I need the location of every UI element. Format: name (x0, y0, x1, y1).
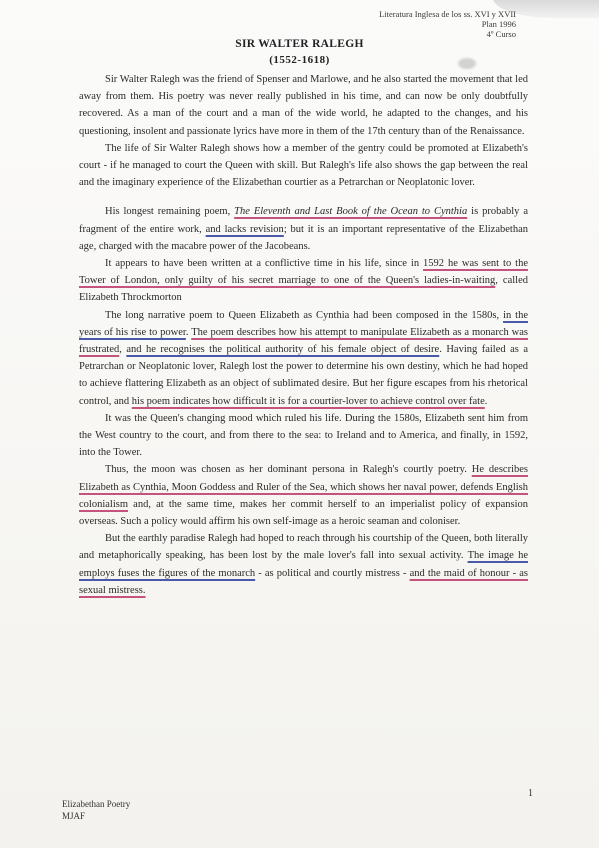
text-span: , (119, 344, 127, 356)
body-text (79, 71, 528, 599)
text-span: and, at the same time, makes her commit herself to an imperialist policy of expansion overseas. Such a policy would affirm his own self-image as a heroic seaman and coloniser. (79, 498, 528, 528)
text-span: The long narrative poem to Queen Elizabeth as Cynthia had been composed in the 1580s, (105, 309, 504, 321)
highlight-tower: 1592 he was sent to the Tower of London, only guilty of his secret marriage to one of the Queen's ladies-in-waiting (79, 258, 528, 287)
text-span: It appears to have been written at a conflictive time in his life, since in (105, 258, 424, 270)
paragraph-narrative-poem (79, 307, 528, 410)
highlight-rise-to-power: in the years of his rise to power (79, 309, 528, 338)
course-plan: Plan 1996 (481, 19, 516, 29)
text-span: Thus, the moon was chosen as her dominant persona in Ralegh's courtly poetry. (105, 464, 472, 476)
text-span: His longest remaining poem, (105, 206, 235, 218)
highlight-monarch: The image he employs fuses the figures of the monarch (79, 550, 528, 579)
footer-initials: MJAF (62, 811, 86, 821)
highlight-manipulation: The poem describes how his attempt to manipulate Elizabeth as a monarch was frustrated (79, 326, 528, 356)
highlight-maid-of-honour: and the maid of honour - as sexual mistress. (79, 567, 528, 596)
highlight-control-over-fate: his poem indicates how difficult it is for a courtier-lover to achieve control over fate (131, 395, 485, 407)
paragraph-intro: Sir Walter Ralegh was the friend of Spenser and Marlowe, and he also started the movement that led away from them. His poetry was never really published in his time, and can now be only doubtfully recovered. As a man of the court and a man of the wide world, he adapted to the changes, and his questioning, insolent and passionate lyrics have more in them of the 17th century than of the Renaissance. (79, 74, 528, 137)
text-span: . Having failed as a Petrarchan or Neoplatonic lover, Ralegh lost the power to determine his own destiny, which he had hoped to achieve flattering Elizabeth as an object of sublimated desire. But her figure escapes from his rhetorical control, and (79, 344, 528, 407)
paragraph-moon-persona (79, 461, 528, 530)
text-span: ; but it is an important representative of the Elizabethan age, charged with the macabre power of the Jacobeans. (79, 223, 528, 252)
footer-subject: Elizabethan Poetry (62, 799, 131, 809)
author-dates: (1552-1618) (269, 54, 330, 66)
course-name: Literatura Inglesa de los ss. XVI y XVII (379, 9, 516, 19)
paragraph-longest-poem (79, 203, 528, 255)
paragraph-conflictive-time (79, 255, 528, 307)
text-span: - as political and courtly mistress - (255, 567, 410, 579)
document-title: SIR WALTER RALEGH (235, 38, 364, 50)
poem-title-highlight: The Eleventh and Last Book of the Ocean to Cynthia (234, 206, 468, 218)
course-header (379, 9, 516, 39)
text-span: . (484, 395, 488, 407)
highlight-political-authority: and he recognises the political authority of his female object of desire (126, 344, 440, 356)
highlight-cynthia: He describes Elizabeth as Cynthia, Moon Goddess and Ruler of the Sea, which shows her naval power, defends English colonialism (79, 464, 528, 510)
paragraph-earthly-paradise (79, 530, 528, 599)
text-span: But the earthly paradise Ralegh had hoped to reach through his courtship of the Queen, both literally and metaphorically speaking, has been lost by the male lover's fall into sexual activity. (79, 533, 528, 562)
page-number: 1 (528, 788, 533, 799)
highlight-revision: and lacks revision (205, 223, 284, 235)
course-year: 4º Curso (486, 29, 516, 39)
paragraph-life: The life of Sir Walter Ralegh shows how a member of the gentry could be promoted at Elizabeth's court - if he managed to court the Queen with skill. But Ralegh's life also shows the gap between the real and the imaginary experience of the Elizabethan courtier as a Petrarchan or Neoplatonic lover. (79, 142, 528, 189)
paragraph-queen-mood: It was the Queen's changing mood which ruled his life. During the 1580s, Elizabeth sent him from the West country to the court, and from there to the sea: to Ireland and to America, and finally, in 1592, into the Tower. (79, 412, 528, 459)
page-footer (62, 798, 130, 822)
text-span: . (185, 326, 192, 338)
text-span: , called Elizabeth Throckmorton (79, 275, 528, 304)
text-span: is probably a fragment of the entire work, (79, 206, 528, 235)
